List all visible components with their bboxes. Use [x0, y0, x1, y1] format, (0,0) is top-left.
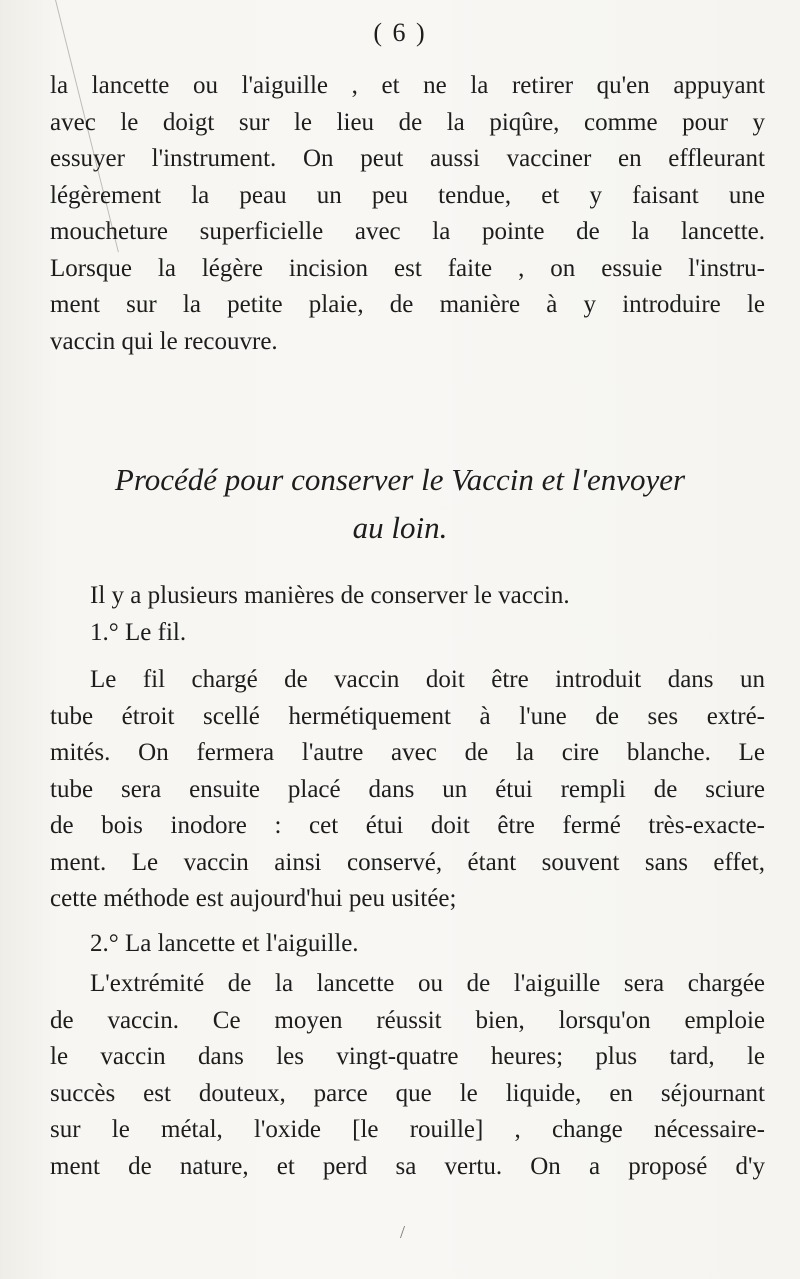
- list-item-heading: 2.° La lancette et l'aiguille.: [90, 930, 359, 957]
- text-line: tube sera ensuite placé dans un étui rempli de sciure: [50, 775, 765, 803]
- paragraph-lancette-aiguille: [50, 966, 765, 1185]
- heading-line: au loin.: [352, 510, 448, 545]
- paragraph-lancette-technique: [50, 68, 765, 360]
- text-line: la lancette ou l'aiguille , et ne la retirer qu'en appuyant: [50, 72, 765, 99]
- list-item-2: [50, 926, 765, 963]
- text-line: avec le doigt sur le lieu de la piqûre, comme pour y: [50, 108, 765, 136]
- text-line: essuyer l'instrument. On peut aussi vacciner en effleurant: [50, 145, 765, 172]
- text-line: mités. On fermera l'autre avec de la cire blanche. Le: [50, 739, 765, 766]
- text-line: sur le métal, l'oxide [le rouille] , change nécessaire-: [50, 1116, 765, 1143]
- text-line: ment sur la petite plaie, de manière à y introduire le: [50, 291, 765, 318]
- page-number: ( 6 ): [373, 18, 427, 47]
- paragraph-fil: [50, 662, 765, 918]
- text-line: Le fil chargé de vaccin doit être introduit dans un: [90, 666, 765, 693]
- text-line: de bois inodore : cet étui doit être fermé très-exacte-: [50, 812, 765, 839]
- list-item-heading: 1.° Le fil.: [90, 618, 187, 646]
- paragraph-intro: [50, 578, 765, 651]
- text-line: de vaccin. Ce moyen réussit bien, lorsqu'on emploie: [50, 1006, 765, 1034]
- text-line: L'extrémité de la lancette ou de l'aiguille sera chargée: [90, 970, 765, 997]
- text-line: succès est douteux, parce que le liquide, en séjournant: [50, 1079, 765, 1107]
- text-line: moucheture superficielle avec la pointe de la lancette.: [50, 218, 765, 245]
- text-line: Il y a plusieurs manières de conserver le vaccin.: [90, 582, 570, 609]
- text-line: le vaccin dans les vingt-quatre heures; plus tard, le: [50, 1043, 765, 1070]
- text-line: ment. Le vaccin ainsi conservé, étant souvent sans effet,: [50, 848, 765, 876]
- text-line: vaccin qui le recouvre.: [50, 327, 278, 355]
- text-line: cette méthode est aujourd'hui peu usitée;: [50, 885, 457, 912]
- text-line: légèrement la peau un peu tendue, et y faisant une: [50, 181, 765, 209]
- footer-mark: /: [400, 1222, 406, 1242]
- heading-line: Procédé pour conserver le Vaccin et l'envoyer: [114, 462, 686, 497]
- text-line: tube étroit scellé hermétiquement à l'une de ses extré-: [50, 702, 765, 730]
- text-line: ment de nature, et perd sa vertu. On a proposé d'y: [50, 1152, 765, 1180]
- text-line: Lorsque la légère incision est faite , on essuie l'instru-: [50, 254, 765, 282]
- section-heading: [0, 456, 800, 552]
